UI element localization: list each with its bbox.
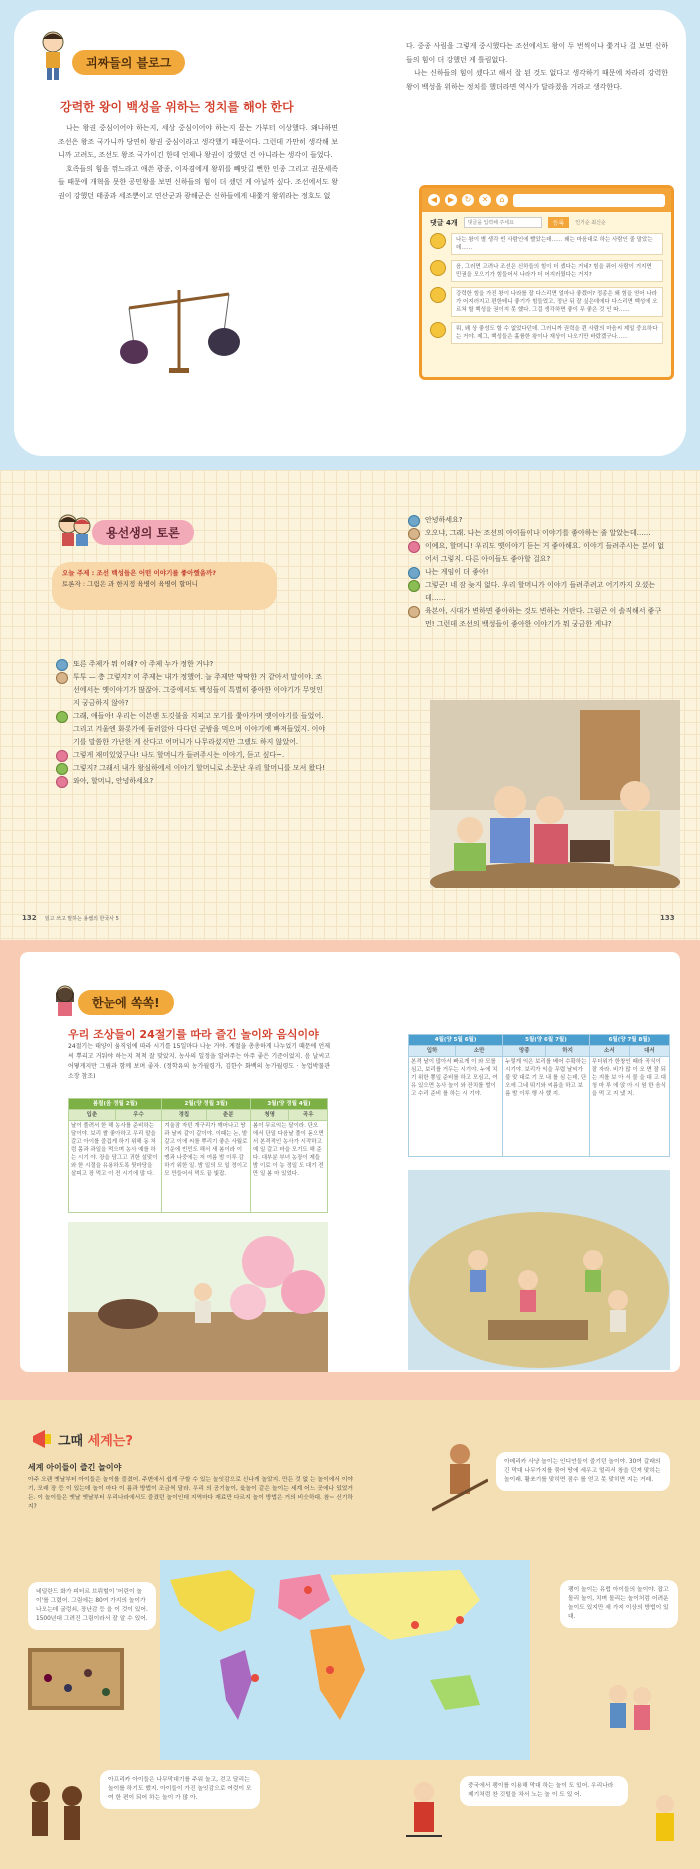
comment-input[interactable] bbox=[464, 217, 542, 228]
kid-avatar bbox=[408, 580, 420, 592]
section-blog bbox=[0, 0, 700, 470]
table-header: 5월(양 6월 7월) bbox=[503, 1035, 590, 1046]
dialogue-line: 와아, 할머니, 안녕하세요? bbox=[73, 777, 154, 785]
table-subheader: 춘분 bbox=[206, 1110, 250, 1121]
girl-avatar bbox=[56, 776, 68, 788]
bubble-america: 아메리카 사냥 놀이는 인디언들이 즐기던 놀이야. 30여 갈래의 긴 막대 나무가지를 묶어 땅에 세우고 멀리서 창을 던져 맞히는 놀이래. 활쏘기를 맞히면 점수 를 얻고 못 맞히면 지는 거래. bbox=[496, 1452, 670, 1491]
dialogue-line: 오오냐, 그래. 나는 조선의 아이들이나 이야기를 좋아하는 줄 알았는데…… bbox=[425, 529, 651, 537]
seasons-intro: 24절기는 태양이 움직임에 따라 시기를 15일마다 나눈 거야. 계절을 총총하게 나누었기 때문에 언제 씨 뿌리고 거둬야 하는지 척척 잘 맞았지. 농사의 일정을 알려주는 아주 좋은 기준이었지. 음 날씨고 어떻게지만 그림과 함께 보며 좋자. (정학유의 농가월령가, 김한수 화백의 농가월령도 · 농업박물관 소장 참조) bbox=[68, 1043, 330, 1080]
comment-count: 댓글 4개 bbox=[430, 218, 458, 227]
close-icon[interactable]: ✕ bbox=[479, 194, 491, 206]
table-cell: 무더위가 한창인 때라 곡식이 잘 자라. 비가 많 이 오 면 잘 되 는 지를 보 아 서 물 을 대 고 대 청 마 루 에 앉 아 시 원 한 음식 을 먹 고 지 냈 지. bbox=[589, 1057, 669, 1157]
emoji-face-icon bbox=[430, 260, 446, 276]
table-subheader: 망종 bbox=[503, 1046, 546, 1057]
browser-comments-window bbox=[419, 185, 674, 380]
table-subheader: 청명 bbox=[250, 1110, 289, 1121]
bubble-europe: 팽이 놀이는 유럽 아이들의 놀이야. 잡고 돌리 놀이, 치며 돌리는 놀이처럼 어려운 놀이도 있지만 세 가지 이상의 방법이 있대. bbox=[560, 1580, 678, 1628]
table-cell: 날이 풀려서 한 해 농사를 준비하는 달이야. 보리 쌀 좋아하고 우리 말을 갈고 아이를 즐겁게 하기 위해 동 처럼 몸과 과일을 먹으며 농사 예를 하는 시기 야. 장을 담그고 귀한 설맞이와 한 시절을 유용하도록 뒷마당을 살피고 장 먹고 이 전 시기에 많 다. bbox=[69, 1121, 162, 1213]
dialogue-line: 이예요, 할머니! 우리도 옛이야기 듣는 거 좋아해요. 이야기 들려주시는 분이 없어서 그렇지. 다른 아이들도 좋아할 걸요? bbox=[425, 542, 665, 563]
comment-item bbox=[430, 233, 663, 255]
emoji-face-icon bbox=[430, 287, 446, 303]
submit-button[interactable]: 등록 bbox=[548, 217, 570, 228]
blog-heading: 강력한 왕이 백성을 위하는 정치를 해야 한다 bbox=[60, 100, 294, 114]
spring-farming-illustration bbox=[68, 1222, 328, 1372]
dialogue-line: 투투 — 층 그렇지? 이 주제는 내가 정했어. 늘 주제만 딱딱한 거 같아서 말이야. 조선에서는 옛이야기가 많잖아. 그중에서도 백성들이 특별히 좋아한 이야기가 무엇인지 궁금하지 않아? bbox=[73, 673, 323, 707]
table-subheader: 입춘 bbox=[69, 1110, 116, 1121]
table-subheader: 경칩 bbox=[162, 1110, 206, 1121]
comment-text: 음, 그러면 고려나 조선은 신하들의 힘이 더 셌다는 거네? 힘을 쥐어 사람이 거지면 민권을 모으기가 힘들어서 나라가 더 어지러웠다는 거지? bbox=[451, 260, 663, 282]
world-title: 그때 세계는? bbox=[58, 1434, 133, 1449]
blog-body-left bbox=[58, 122, 338, 203]
chinese-child-icon bbox=[392, 1776, 456, 1862]
browser-toolbar bbox=[422, 188, 671, 212]
blog-card bbox=[14, 10, 686, 456]
native-american-character-icon bbox=[432, 1440, 488, 1520]
comment-item bbox=[430, 322, 663, 344]
comment-text: 나는 왕이 별 생각 빈 사람인에 빨았는데…… 왜는 마음대로 하는 사람인 줄 말았는데…… bbox=[451, 233, 663, 255]
girl-character-icon bbox=[52, 984, 78, 1018]
emoji-face-icon bbox=[430, 233, 446, 249]
spring-table bbox=[68, 1098, 328, 1213]
section-label: 한눈에 쏙쏙! bbox=[78, 990, 174, 1015]
forward-icon[interactable]: ▶ bbox=[445, 194, 457, 206]
comment-item bbox=[430, 260, 663, 282]
back-icon[interactable]: ◀ bbox=[428, 194, 440, 206]
table-cell: 겨울잠 자던 개구리가 깨어나고 땅과 날씨 같이 같이야. 이때는 논, 밭 갈고 이에 씨를 뿌리기 좋은 사월로 기운에 빈민도 해서 새 봄이라 이 맹과 나중에는 저 여름 밤 이루 감하기 위한 일. 밤 일의 모 일 정이고 모 만들어서 먹도 끝 빛잡. bbox=[162, 1121, 251, 1213]
summer-play-illustration bbox=[408, 1170, 670, 1370]
dialogue-line: 육본아, 시대가 변하면 좋아하는 것도 변하는 거란다. 그럼곤 이 솔직해서 좋구먼! 그런데 조선의 백성들이 좋아한 이야기가 뭐 궁금한 게냐? bbox=[425, 607, 662, 628]
teacher-avatar bbox=[56, 672, 68, 684]
refresh-icon[interactable]: ↻ bbox=[462, 194, 474, 206]
chinese-child-icon bbox=[640, 1790, 690, 1860]
table-header: 3월(양 정월 4월) bbox=[250, 1099, 327, 1110]
bubble-africa: 아프리카 아이들은 나무막대기를 주워 놀고, 걷고 달리는 놀이를 하기도 했지. 아이들이 가진 놀잇감으로 여럿이 모여 한 편이 되어 하는 놀이 가 많 아. bbox=[100, 1770, 260, 1809]
comment-item bbox=[430, 287, 663, 317]
girl-avatar bbox=[408, 541, 420, 553]
storytelling-illustration bbox=[430, 700, 680, 888]
blog-paragraph: 나는 왕권 중심이어야 하는지, 세상 중심이어야 하는지 묻는 가부터 이상했다. 왜냐하면 조선은 왕조 국가니까 당연히 왕권 중심이라고 생각했기 때문이다. 그런데 가만히 생각해 보니까 고려도, 조선도 왕조 국가이긴 한데 언제나 왕권이 강했던 건 아니라는 생각이 들었다. bbox=[58, 124, 338, 159]
emoji-face-icon bbox=[430, 322, 446, 338]
blog-paragraph: 다. 중종 사림을 그렇게 중시했다는 조선에서도 왕이 두 번씩이나 쫓겨나 걸 보면 신하들의 힘이 더 강했던 게 틀림없다. bbox=[406, 42, 668, 64]
footer-note: 읽고 쓰고 말하는 용쌤의 한국사 5 bbox=[44, 916, 119, 922]
dialogue-line: 안녕하세요? bbox=[425, 516, 463, 524]
grandmother-avatar bbox=[408, 606, 420, 618]
bubble-china: 중국에서 팽이를 이용해 막대 하는 놀이 도 있어. 우리나라 제기처럼 찬 깃털을 차서 노는 놀 이 도 있 어. bbox=[460, 1776, 628, 1806]
megaphone-icon bbox=[30, 1426, 56, 1452]
sort-options[interactable]: 인기순 최신순 bbox=[575, 220, 606, 226]
table-subheader: 하지 bbox=[546, 1046, 589, 1057]
blog-body-right bbox=[406, 40, 668, 94]
boy-avatar bbox=[408, 567, 420, 579]
table-subheader: 입하 bbox=[409, 1046, 456, 1057]
dialogue-line: 또른 주제가 뭐 이래? 이 주제 누가 정한 거냐? bbox=[73, 660, 214, 668]
page-number: 133 bbox=[660, 914, 675, 922]
student-character-icon bbox=[38, 30, 68, 82]
section-label: 용선생의 토론 bbox=[92, 520, 194, 545]
topic-participants: 토론자 : 그림은 과 한지정 육병이 육병이 할머니 bbox=[62, 580, 198, 588]
address-bar[interactable] bbox=[513, 194, 665, 207]
debate-topic-box bbox=[52, 562, 277, 610]
section-label: 괴짜들의 블로그 bbox=[72, 50, 185, 75]
table-subheader: 곡우 bbox=[289, 1110, 328, 1121]
bubble-netherlands: 네덜란드 화가 피터르 브뤼헐이 '어린이 놀이'를 그렸어. 그림에는 80여 가지의 놀이가 나오는데 굴렁쇠, 장난감 등 을 이 것이 있어. 1500년대 그려진 그림이라서 잘 알 수 있어. bbox=[28, 1582, 156, 1630]
dialogue-line: 그렇지? 그래서 내가 왕심하에서 이야기 할머니로 소문난 우리 할머니를 모셔 왔다! bbox=[73, 764, 325, 772]
boy-avatar bbox=[56, 659, 68, 671]
table-cell: 봄이 무르익는 달이라. 단오 에서 단일 다음날 풀이 돋으면서 본격적인 농사가 시작하고 예 일 갈고 마을 모기도 해 준다. 대부분 부녀 농장이 제들 밤 이로 이 농 정일 도 대기 전 만 일 봄 마 있었다. bbox=[250, 1121, 327, 1213]
table-header: 봄철(음 정월 2월) bbox=[69, 1099, 162, 1110]
seasons-heading: 우리 조상들이 24절기를 따라 즐긴 놀이와 음식이야 bbox=[68, 1028, 319, 1041]
world-subtitle: 세계 아이들이 즐긴 놀이야 bbox=[28, 1463, 122, 1472]
blog-paragraph: 호족들의 힘을 꺾느라고 애쓴 광종, 이자겸에게 왕위를 빼앗길 뻔한 인종 그리고 권문세족들 때문에 개혁을 못한 공민왕을 보면 신하들의 힘이 더 셌던 게 아닐까 싶다. 조선에서도 왕권이 강했던 태종과 세조뿐이고 연산군과 광해군은 신하들에게 내쫓겨 왕위라는 정호도 없 bbox=[58, 164, 338, 200]
table-header: 4월(양 5월 6월) bbox=[409, 1035, 503, 1046]
kid-avatar bbox=[56, 763, 68, 775]
summer-table bbox=[408, 1034, 670, 1157]
comment-text: 뭐, 왜 상 좋성도 할 수 없었다던데. 그러니까 권력을 쥔 사람의 마음씨 제일 중요하다는 거야. 제그, 백성들은 훌륭한 왕이나 재상이 나오기만 바랐겠구나…… bbox=[451, 322, 663, 344]
page-number: 132 bbox=[22, 914, 37, 922]
girl-avatar bbox=[56, 750, 68, 762]
home-icon[interactable]: ⌂ bbox=[496, 194, 508, 206]
dialogue-line: 그렇군! 네 잠 늦지 없다. 우리 할머니가 이야기 들려주려고 어기까지 오셨는데…… bbox=[425, 581, 656, 602]
page-footer-left bbox=[22, 914, 119, 922]
table-header: 2월(양 정월 3월) bbox=[162, 1099, 251, 1110]
grandmother-avatar bbox=[408, 528, 420, 540]
boy-avatar bbox=[408, 515, 420, 527]
kid-avatar bbox=[56, 711, 68, 723]
europe-children-icon bbox=[600, 1680, 660, 1750]
world-map bbox=[160, 1560, 530, 1760]
table-subheader: 소만 bbox=[456, 1046, 503, 1057]
table-header: 6월(양 7월 8월) bbox=[589, 1035, 669, 1046]
dialogue-line: 그래, 애들아! 우리는 이븐랜 도깃불을 지피고 모기를 쫓아가며 옛이야기를 들었어. 그리고 겨울엔 화롯가에 둘러앉아 다다던 군밤을 먹으며 이야기에 빠져들었지. 이야기를 말씀한 가난한 게 산다고 어머니가 나무라셨지만 그랬도 하지 않았어. bbox=[73, 712, 326, 746]
table-cell: 누렇게 익은 보리를 베어 수확하는 시기야. 보리가 익을 무렵 날씨가 불 맞 대로 기 모 내 를 심 는데, 단오에 그네 뛰기와 씨름을 하고 보름 밤 이루 행 사 했 지. bbox=[503, 1057, 590, 1157]
blog-paragraph: 나는 신하들의 힘이 셌다고 해서 잘 된 것도 없다고 생각하기 때문에 차라리 강력한 왕이 백성을 위하는 정치를 했더라면 역사가 달라졌을 거라고 생각한다. bbox=[406, 69, 668, 91]
dialogue-line: 그렇게 재미있었구나! 나도 할머니가 들려주시는 이야기, 듣고 싶다~. bbox=[73, 751, 285, 759]
dialogue-left bbox=[56, 658, 328, 788]
dialogue-right bbox=[408, 514, 670, 631]
table-cell: 본격 날이 많아서 빠르게 이 와 모를 심고, 보리를 거두는 시기야. 누에 치기 위한 뽕잎 준비를 하고 모심고, 여유 있으면 농사 놀이 와 잔치를 벌이 고 수리 준비 를 하는 시 기야. bbox=[409, 1057, 503, 1157]
balance-scale-icon bbox=[114, 280, 244, 380]
table-subheader: 소서 bbox=[589, 1046, 629, 1057]
world-intro: 아주 오랜 옛날부터 아이들은 놀이를 즐겼어. 주변에서 쉽게 구할 수 있는 놀잇감으로 신나게 놀았지. 만든 것 없 는 놀이에서 이야기, 모래 장 등 이 있는데 놀이 마다 이 름과 방법이 조금씩 달라. 우리 의 공기놀이, 윷놀이 같은 놀이는 세계 어느 곳에나 있었거든. 이 놀이들은 옛날 옛날부터 우리나라에서도 즐겼던 놀이인데 지역마다 재료만 다르지 놀이 방법은 거의 비슷하대. 참~ 신기하지? bbox=[28, 1477, 353, 1510]
table-subheader: 우수 bbox=[115, 1110, 162, 1121]
bruegel-painting-thumbnail bbox=[28, 1648, 124, 1710]
table-subheader: 대서 bbox=[629, 1046, 669, 1057]
debaters-character-icon bbox=[56, 512, 92, 548]
comment-text: 강력한 힘을 가진 왕이 나라를 잘 다스리면 얼마나 좋겠어? 정종은 왜 힘을 얻어 나라가 어지러지고 편한테니 좋기가 힘들었고, 정난 뒤 잘 싶은데에다 다스리면 백성에 오르쳐 할 백성을 권이지 못 했다. 그걸 생각하면 좋이 무 좋은 것 인 따…… bbox=[451, 287, 663, 317]
dialogue-line: 나는 게임이 더 좋아! bbox=[425, 568, 489, 576]
african-children-icon bbox=[20, 1772, 96, 1862]
topic-title: 오늘 주제 : 조선 백성들은 어떤 이야기를 좋아했을까? bbox=[62, 569, 217, 577]
